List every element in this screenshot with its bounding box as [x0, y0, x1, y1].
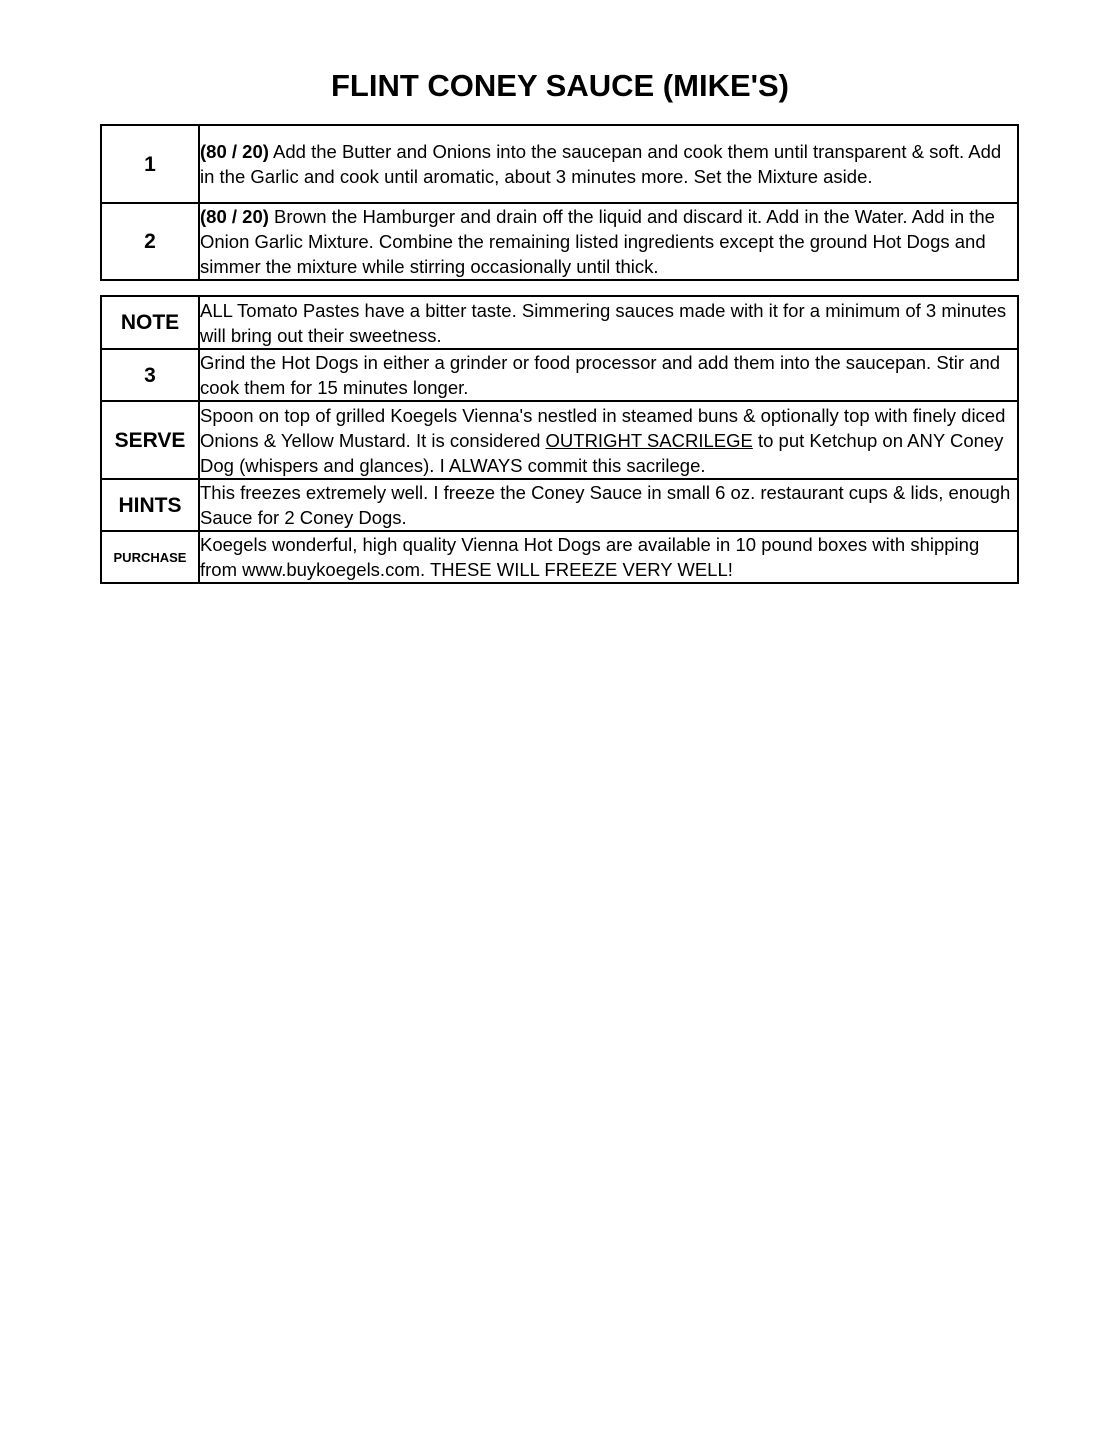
step-instructions: Add the Butter and Onions into the saucepan and cook them until transparent & soft. Add in the Garlic and cook until aromatic, about 3 minutes more. Set the Mixture aside.: [200, 141, 1002, 187]
serve-text-before: Spoon on top of grilled Koegels Vienna's nestled in steamed buns & optionally top with finely diced Onions & Yellow Mustard. It is considered: [200, 404, 1006, 451]
purchase-label: PURCHASE: [101, 531, 199, 583]
step-instructions: Brown the Hamburger and drain off the liquid and discard it. Add in the Water. Add in the Onion Garlic Mixture. Combine the remaining listed ingredients except the ground Hot Dogs and simmer the mixture while stirring occasionally until thick.: [200, 206, 995, 277]
step-ratio: (80 / 20): [200, 141, 269, 162]
note-text: ALL Tomato Pastes have a bitter taste. Simmering sauces made with it for a minimum of 3 minutes will bring out their sweetness.: [199, 296, 1018, 349]
purchase-text: Koegels wonderful, high quality Vienna Hot Dogs are available in 10 pound boxes with shipping from www.buykoegels.com. THESE WILL FREEZE VERY WELL!: [199, 531, 1018, 583]
hints-row: [101, 479, 1018, 531]
serve-text: [199, 401, 1018, 479]
step-text: Grind the Hot Dogs in either a grinder or food processor and add them into the saucepan. Stir and cook them for 15 minutes longer.: [199, 349, 1018, 401]
note-label: NOTE: [101, 296, 199, 349]
step-text: [199, 203, 1018, 280]
serve-row: [101, 401, 1018, 479]
step-3-row: [101, 349, 1018, 401]
serve-label: SERVE: [101, 401, 199, 479]
page-title: FLINT CONEY SAUCE (MIKE'S): [330, 68, 790, 103]
step-text: [199, 125, 1018, 203]
step-number: 3: [101, 349, 199, 401]
hints-label: HINTS: [101, 479, 199, 531]
serve-text-after: to put Ketchup on ANY Coney Dog (whispers and glances). I ALWAYS commit this sacrilege.: [200, 429, 1004, 476]
note-row: [101, 296, 1018, 349]
step-row: [101, 203, 1018, 280]
step-row: [101, 125, 1018, 203]
hints-text: This freezes extremely well. I freeze the Coney Sauce in small 6 oz. restaurant cups & lids, enough Sauce for 2 Coney Dogs.: [199, 479, 1018, 531]
purchase-row: [101, 531, 1018, 583]
notes-table: [100, 295, 1019, 584]
sacrilege-emphasis: OUTRIGHT SACRILEGE: [545, 429, 753, 451]
step-number: 2: [101, 203, 199, 280]
step-ratio: (80 / 20): [200, 206, 269, 227]
step-number: 1: [101, 125, 199, 203]
steps-table: [100, 124, 1019, 281]
